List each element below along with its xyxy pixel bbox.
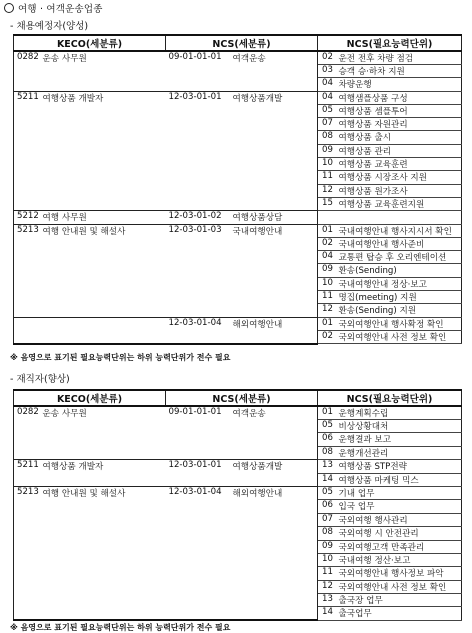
ncs-name	[230, 594, 318, 607]
unit-name: 출국업무	[336, 607, 462, 620]
unit-name: 국내여행안내 정상·보고	[336, 277, 462, 290]
keco-name: 운송 사무원	[40, 51, 166, 65]
keco-name	[40, 500, 166, 513]
unit-name: 국외여행 시 안전관리	[336, 527, 462, 540]
unit-name: 국외여행 행사관리	[336, 513, 462, 526]
ncs-code	[166, 567, 230, 580]
header-ncs: NCS(세분류)	[166, 35, 318, 51]
unit-name: 여행상품 원가조사	[336, 184, 462, 197]
keco-name: 여행상품 개발자	[40, 91, 166, 104]
document-heading	[4, 1, 103, 15]
ncs-code: 09-01-01-01	[166, 51, 230, 65]
ncs-code	[166, 144, 230, 157]
unit-number: 07	[318, 118, 336, 131]
table-row	[14, 118, 462, 131]
keco-name	[40, 237, 166, 250]
unit-name: 여행상품 마케팅 믹스	[336, 473, 462, 486]
ncs-name	[230, 184, 318, 197]
unit-name: 여행상품 자원관리	[336, 118, 462, 131]
keco-code	[14, 433, 40, 446]
keco-code	[14, 291, 40, 304]
keco-code	[14, 304, 40, 317]
ncs-code	[166, 104, 230, 117]
ncs-name	[230, 527, 318, 540]
table-row	[14, 211, 462, 224]
table-row	[14, 540, 462, 553]
keco-name	[40, 158, 166, 171]
ncs-name	[230, 104, 318, 117]
unit-name: 여행상품 STP전략	[336, 460, 462, 473]
ncs-name	[230, 291, 318, 304]
keco-name	[40, 567, 166, 580]
keco-code	[14, 184, 40, 197]
ncs-code	[166, 291, 230, 304]
unit-name: 여행샘플상품 구성	[336, 91, 462, 104]
keco-name	[40, 104, 166, 117]
keco-code: 5213	[14, 224, 40, 237]
ncs-code: 12-03-01-04	[166, 486, 230, 499]
table-row	[14, 317, 462, 330]
section2-title: - 재직자(향상)	[10, 374, 70, 385]
keco-name	[40, 317, 166, 330]
unit-number: 01	[318, 317, 336, 330]
table-row	[14, 446, 462, 459]
unit-number: 13	[318, 460, 336, 473]
unit-number: 07	[318, 513, 336, 526]
keco-code	[14, 277, 40, 290]
unit-number: 04	[318, 91, 336, 104]
unit-name: 여행상품 시장조사 지원	[336, 171, 462, 184]
header-ncs-units: NCS(필요능력단위)	[318, 390, 462, 406]
section2-header-row	[14, 390, 462, 406]
ncs-code	[166, 473, 230, 486]
ncs-name	[230, 251, 318, 264]
keco-name	[40, 184, 166, 197]
keco-code	[14, 131, 40, 144]
ncs-name: 해외여행안내	[230, 317, 318, 330]
table-row	[14, 553, 462, 566]
table-row	[14, 158, 462, 171]
unit-number: 10	[318, 158, 336, 171]
unit-number: 08	[318, 446, 336, 459]
keco-name	[40, 330, 166, 343]
ncs-name	[230, 65, 318, 78]
ncs-code: 12-03-01-02	[166, 211, 230, 224]
keco-name: 여행 안내원 및 해설사	[40, 486, 166, 499]
keco-code	[14, 540, 40, 553]
header-keco: KECO(세분류)	[14, 35, 166, 51]
ncs-code	[166, 513, 230, 526]
ncs-name	[230, 237, 318, 250]
keco-code	[14, 251, 40, 264]
unit-number: 03	[318, 65, 336, 78]
table-row	[14, 580, 462, 593]
unit-number: 08	[318, 527, 336, 540]
ncs-name: 해외여행안내	[230, 486, 318, 499]
unit-number: 11	[318, 171, 336, 184]
unit-number: 13	[318, 594, 336, 607]
keco-code	[14, 580, 40, 593]
unit-name: 출국장 업무	[336, 594, 462, 607]
ncs-name: 여행상품개발	[230, 91, 318, 104]
header-ncs-units: NCS(필요능력단위)	[318, 35, 462, 51]
table-row	[14, 197, 462, 210]
keco-name	[40, 580, 166, 593]
unit-number: 02	[318, 237, 336, 250]
table-row	[14, 131, 462, 144]
table-row	[14, 251, 462, 264]
table-row	[14, 513, 462, 526]
keco-name: 여행 사무원	[40, 211, 166, 224]
header-ncs: NCS(세분류)	[166, 390, 318, 406]
ncs-code	[166, 500, 230, 513]
ncs-name	[230, 197, 318, 210]
ncs-code	[166, 197, 230, 210]
ncs-code	[166, 184, 230, 197]
keco-name	[40, 118, 166, 131]
keco-name	[40, 131, 166, 144]
unit-name: 국외여행고객 만족관리	[336, 540, 462, 553]
unit-number: 11	[318, 567, 336, 580]
keco-code: 5211	[14, 91, 40, 104]
keco-code	[14, 158, 40, 171]
ncs-code	[166, 433, 230, 446]
table-row	[14, 460, 462, 473]
keco-code	[14, 473, 40, 486]
keco-code: 5211	[14, 460, 40, 473]
table-row	[14, 594, 462, 607]
keco-name	[40, 291, 166, 304]
ncs-code: 12-03-01-03	[166, 224, 230, 237]
ncs-code	[166, 237, 230, 250]
section1-header-row	[14, 35, 462, 51]
keco-name	[40, 251, 166, 264]
keco-code: 5212	[14, 211, 40, 224]
table-row	[14, 304, 462, 317]
unit-name: 국내여행 정산·보고	[336, 553, 462, 566]
keco-name	[40, 594, 166, 607]
section1-table	[13, 34, 462, 345]
ncs-code	[166, 594, 230, 607]
ncs-code: 12-03-01-01	[166, 460, 230, 473]
keco-name	[40, 277, 166, 290]
table-row	[14, 420, 462, 433]
ncs-name: 여객운송	[230, 406, 318, 420]
ncs-code	[166, 580, 230, 593]
keco-name	[40, 553, 166, 566]
ncs-code: 09-01-01-01	[166, 406, 230, 420]
ncs-code	[166, 131, 230, 144]
section1-note: ※ 음영으로 표기된 필요능력단위는 하위 능력단위가 전수 필요	[10, 353, 231, 362]
ncs-code	[166, 264, 230, 277]
keco-name	[40, 513, 166, 526]
unit-name: 운행계획수립	[336, 406, 462, 420]
heading-text: 여행 · 여객운송업종	[18, 4, 103, 15]
unit-number: 08	[318, 131, 336, 144]
ncs-name	[230, 513, 318, 526]
unit-name: 국내여행안내 행사지시서 확인	[336, 224, 462, 237]
unit-number	[318, 211, 336, 224]
keco-name: 여행상품 개발자	[40, 460, 166, 473]
unit-number: 15	[318, 197, 336, 210]
ncs-code	[166, 118, 230, 131]
unit-name: 여행상품 셈플투어	[336, 104, 462, 117]
keco-name	[40, 144, 166, 157]
ncs-code	[166, 553, 230, 566]
ncs-name: 여행상품개발	[230, 460, 318, 473]
unit-name: 명집(meeting) 지원	[336, 291, 462, 304]
unit-name: 여행상품 출시	[336, 131, 462, 144]
keco-code	[14, 420, 40, 433]
keco-code	[14, 237, 40, 250]
unit-name: 승객 승·하차 지원	[336, 65, 462, 78]
keco-code	[14, 500, 40, 513]
keco-code	[14, 171, 40, 184]
ncs-name	[230, 330, 318, 343]
keco-code	[14, 553, 40, 566]
table-row	[14, 65, 462, 78]
keco-name	[40, 304, 166, 317]
ncs-code	[166, 65, 230, 78]
table-row	[14, 78, 462, 91]
ncs-code	[166, 78, 230, 91]
ncs-code	[166, 540, 230, 553]
keco-code	[14, 527, 40, 540]
keco-name: 여행 안내원 및 해설사	[40, 224, 166, 237]
keco-name	[40, 540, 166, 553]
table-row	[14, 567, 462, 580]
unit-number: 12	[318, 580, 336, 593]
table-row	[14, 277, 462, 290]
ncs-name	[230, 433, 318, 446]
unit-name: 여행상품 관리	[336, 144, 462, 157]
table-row	[14, 291, 462, 304]
unit-number: 10	[318, 553, 336, 566]
ncs-code	[166, 171, 230, 184]
header-keco: KECO(세분류)	[14, 390, 166, 406]
unit-name: 운전 전후 차량 점검	[336, 51, 462, 65]
ncs-name	[230, 131, 318, 144]
ncs-name	[230, 171, 318, 184]
keco-name	[40, 527, 166, 540]
table-row	[14, 264, 462, 277]
ncs-code	[166, 277, 230, 290]
unit-number: 09	[318, 264, 336, 277]
keco-code	[14, 330, 40, 343]
keco-name	[40, 433, 166, 446]
table-row	[14, 51, 462, 65]
keco-code	[14, 567, 40, 580]
unit-number: 14	[318, 473, 336, 486]
unit-name: 국내여행안내 행사준비	[336, 237, 462, 250]
unit-name: 교통편 탑승 후 오리엔테이션	[336, 251, 462, 264]
keco-name	[40, 607, 166, 620]
keco-code: 0282	[14, 51, 40, 65]
table-row	[14, 486, 462, 499]
ncs-name	[230, 420, 318, 433]
unit-name: 환송(Sending) 지원	[336, 304, 462, 317]
table-row	[14, 500, 462, 513]
unit-name	[336, 211, 462, 224]
unit-number: 01	[318, 406, 336, 420]
keco-name	[40, 473, 166, 486]
ncs-name	[230, 446, 318, 459]
unit-number: 06	[318, 433, 336, 446]
unit-number: 02	[318, 51, 336, 65]
keco-code	[14, 118, 40, 131]
keco-name	[40, 65, 166, 78]
table-row	[14, 607, 462, 620]
ncs-name	[230, 158, 318, 171]
ncs-name	[230, 78, 318, 91]
ncs-name	[230, 567, 318, 580]
section2-note: ※ 음영으로 표기된 필요능력단위는 하위 능력단위가 전수 필요	[10, 623, 231, 632]
table-row	[14, 184, 462, 197]
table-row	[14, 91, 462, 104]
keco-code	[14, 513, 40, 526]
ncs-name	[230, 144, 318, 157]
keco-code	[14, 446, 40, 459]
ncs-name: 국내여행안내	[230, 224, 318, 237]
keco-code	[14, 317, 40, 330]
keco-name	[40, 78, 166, 91]
table-row	[14, 527, 462, 540]
unit-number: 02	[318, 330, 336, 343]
unit-number: 12	[318, 184, 336, 197]
table-row	[14, 433, 462, 446]
unit-name: 국외여행안내 사전 정보 확인	[336, 580, 462, 593]
table-row	[14, 237, 462, 250]
keco-code	[14, 197, 40, 210]
unit-number: 06	[318, 500, 336, 513]
unit-number: 05	[318, 104, 336, 117]
unit-name: 비상상황대처	[336, 420, 462, 433]
ncs-name	[230, 540, 318, 553]
unit-number: 12	[318, 304, 336, 317]
ncs-name	[230, 607, 318, 620]
ncs-code	[166, 607, 230, 620]
table-row	[14, 473, 462, 486]
keco-name	[40, 171, 166, 184]
ncs-code: 12-03-01-04	[166, 317, 230, 330]
ncs-name	[230, 500, 318, 513]
keco-code	[14, 594, 40, 607]
ncs-code	[166, 304, 230, 317]
unit-number: 14	[318, 607, 336, 620]
keco-name	[40, 420, 166, 433]
unit-name: 차량운행	[336, 78, 462, 91]
unit-number: 05	[318, 420, 336, 433]
unit-name: 여행상품 교육훈련	[336, 158, 462, 171]
table-row	[14, 144, 462, 157]
unit-number: 04	[318, 78, 336, 91]
keco-name: 운송 사무원	[40, 406, 166, 420]
ncs-name	[230, 580, 318, 593]
keco-code: 5213	[14, 486, 40, 499]
unit-name: 입국 업무	[336, 500, 462, 513]
keco-name	[40, 264, 166, 277]
ncs-name	[230, 473, 318, 486]
table-row	[14, 104, 462, 117]
unit-name: 환송(Sending)	[336, 264, 462, 277]
unit-number: 11	[318, 291, 336, 304]
unit-number: 10	[318, 277, 336, 290]
table-row	[14, 171, 462, 184]
table-row	[14, 330, 462, 343]
ncs-code	[166, 446, 230, 459]
keco-code	[14, 264, 40, 277]
unit-name: 운행개선관리	[336, 446, 462, 459]
keco-code: 0282	[14, 406, 40, 420]
circle-bullet-icon	[4, 3, 14, 13]
ncs-name	[230, 277, 318, 290]
keco-code	[14, 78, 40, 91]
unit-name: 국외여행안내 행사정보 파악	[336, 567, 462, 580]
unit-name: 여행상품 교육훈련지원	[336, 197, 462, 210]
table-row	[14, 406, 462, 420]
ncs-name	[230, 264, 318, 277]
unit-name: 기내 업무	[336, 486, 462, 499]
table-row	[14, 224, 462, 237]
unit-number: 09	[318, 144, 336, 157]
keco-name	[40, 446, 166, 459]
ncs-name	[230, 304, 318, 317]
keco-code	[14, 144, 40, 157]
unit-number: 01	[318, 224, 336, 237]
section2-table	[13, 389, 462, 621]
ncs-code	[166, 527, 230, 540]
section1-title: - 채용예정자(양성)	[10, 21, 89, 32]
unit-name: 국외여행안내 행사확정 확인	[336, 317, 462, 330]
unit-number: 09	[318, 540, 336, 553]
ncs-name	[230, 118, 318, 131]
ncs-name: 여객운송	[230, 51, 318, 65]
ncs-name: 여행상품상담	[230, 211, 318, 224]
ncs-code	[166, 420, 230, 433]
ncs-code	[166, 251, 230, 264]
ncs-name	[230, 553, 318, 566]
unit-name: 국외여행안내 사전 정보 확인	[336, 330, 462, 343]
ncs-code: 12-03-01-01	[166, 91, 230, 104]
unit-name: 운행결과 보고	[336, 433, 462, 446]
keco-code	[14, 607, 40, 620]
unit-number: 05	[318, 486, 336, 499]
ncs-code	[166, 330, 230, 343]
keco-code	[14, 65, 40, 78]
unit-number: 04	[318, 251, 336, 264]
ncs-code	[166, 158, 230, 171]
keco-code	[14, 104, 40, 117]
keco-name	[40, 197, 166, 210]
